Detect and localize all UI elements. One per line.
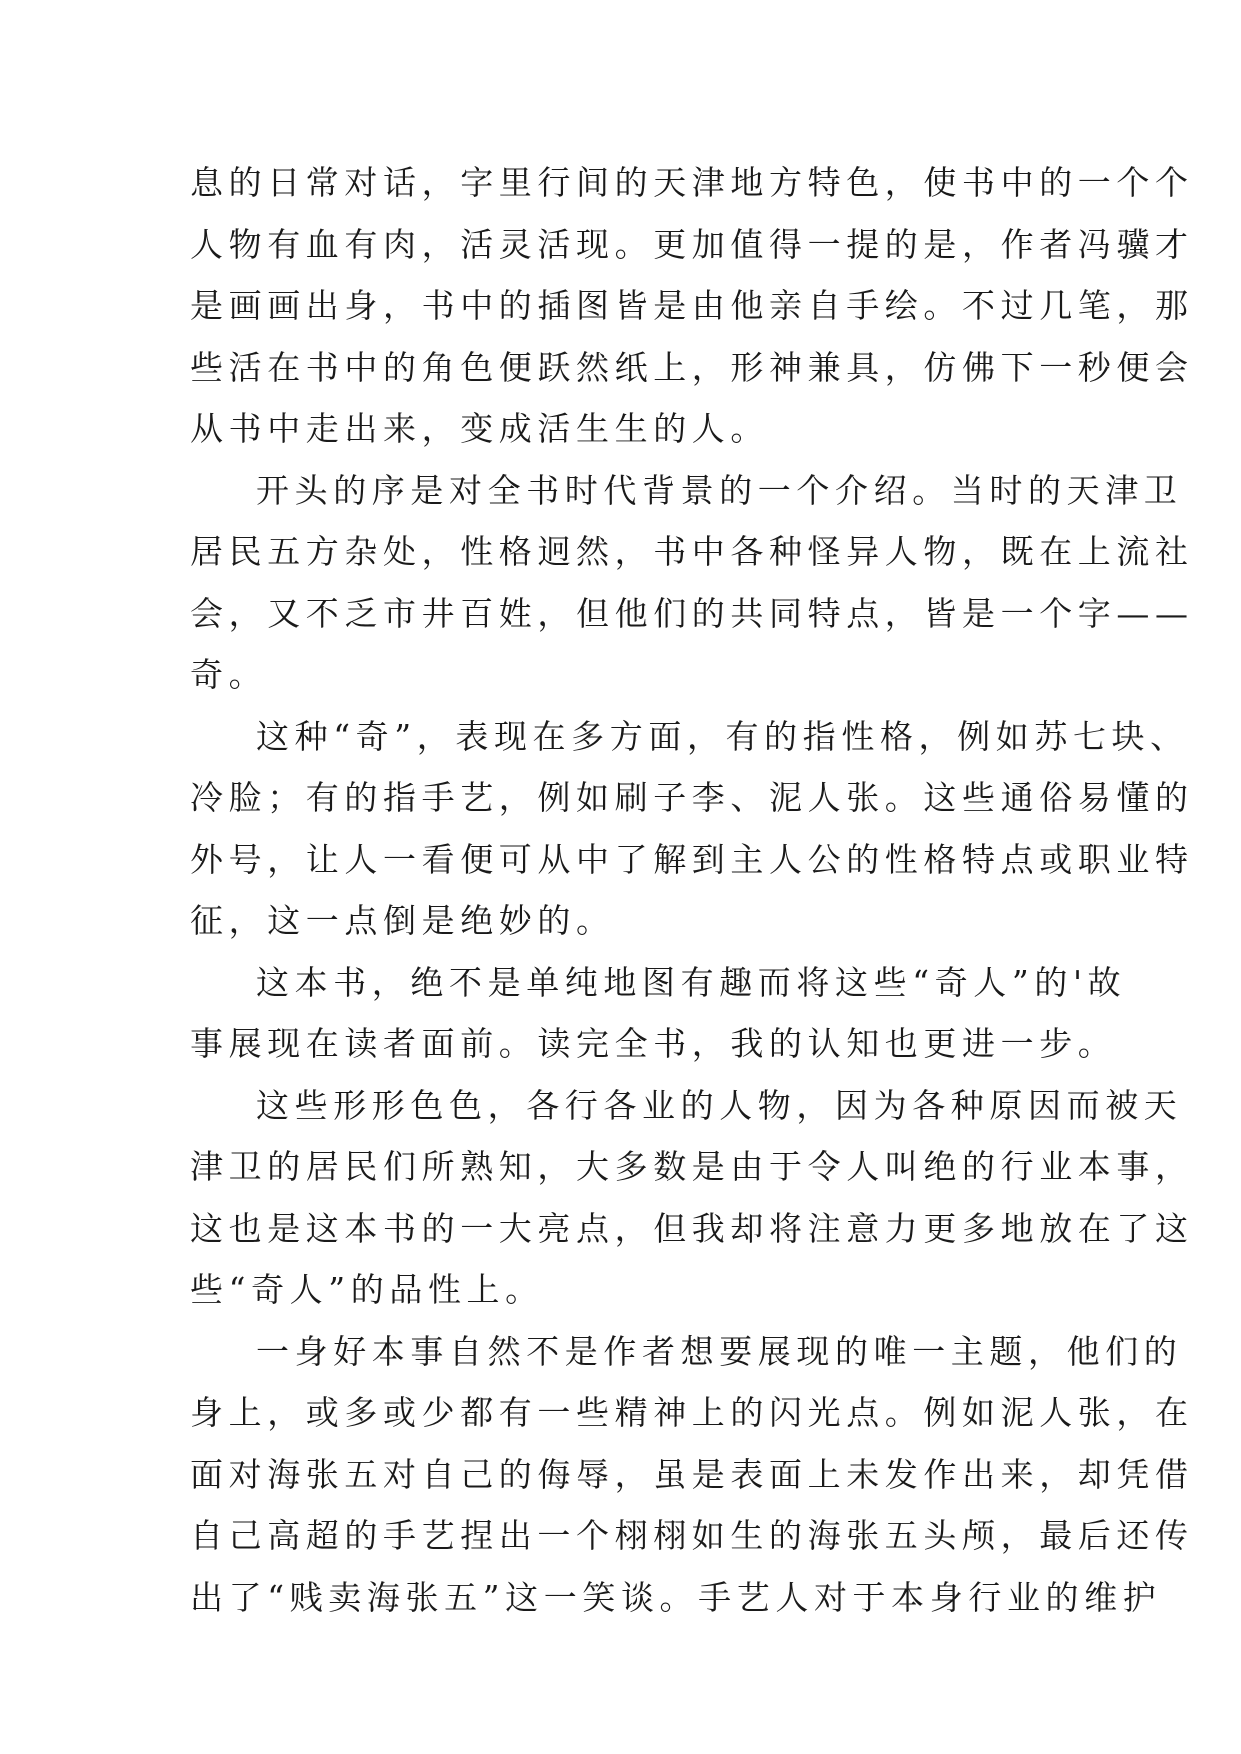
paragraph-first-line: 这些形形色色，各行各业的人物，因为各种原因而被天 <box>256 1085 1183 1125</box>
text-line: 征，这一点倒是绝妙的。 <box>190 901 615 940</box>
paragraph-first-line: 这本书，绝不是单纯地图有趣而将这些“奇人”的'故 <box>256 962 1127 1002</box>
text-line: 这也是这本书的一大亮点，但我却将注意力更多地放在了这 <box>190 1208 1194 1248</box>
paragraph-first-line: 这种“奇”，表现在多方面，有的指性格，例如苏七块、 <box>256 716 1189 756</box>
body-text <box>190 152 1194 1628</box>
text-line: 津卫的居民们所熟知，大多数是由于令人叫绝的行业本事， <box>190 1147 1194 1186</box>
text-line: 自己高超的手艺捏出一个栩栩如生的海张五头颅，最后还传 <box>190 1516 1194 1555</box>
text-line: 外号，让人一看便可从中了解到主人公的性格特点或职业特 <box>190 839 1194 879</box>
paragraph-first-line: 一身好本事自然不是作者想要展现的唯一主题，他们的 <box>256 1331 1183 1371</box>
text-line: 从书中走出来，变成活生生的人。 <box>190 409 769 448</box>
text-line: 冷脸；有的指手艺，例如刷子李、泥人张。这些通俗易懂的 <box>190 778 1194 817</box>
text-line: 居民五方杂处，性格迥然，书中各种怪异人物，既在上流社 <box>190 532 1194 571</box>
paragraph-first-line: 开头的序是对全书时代背景的一个介绍。当时的天津卫 <box>256 470 1183 510</box>
text-line: 事展现在读者面前。读完全书，我的认知也更进一步。 <box>190 1024 1117 1063</box>
text-line: 些“奇人”的品性上。 <box>190 1270 544 1309</box>
text-line: 奇。 <box>190 655 268 694</box>
text-line: 些活在书中的角色便跃然纸上，形神兼具，仿佛下一秒便会 <box>190 347 1194 387</box>
text-line: 出了“贱卖海张五”这一笑谈。手艺人对于本身行业的维护 <box>190 1577 1162 1617</box>
text-line: 息的日常对话，字里行间的天津地方特色，使书中的一个个 <box>190 163 1194 202</box>
text-line: 身上，或多或少都有一些精神上的闪光点。例如泥人张，在 <box>190 1393 1194 1432</box>
text-line: 人物有血有肉，活灵活现。更加值得一提的是，作者冯骥才 <box>190 224 1194 264</box>
text-line: 会，又不乏市井百姓，但他们的共同特点，皆是一个字—— <box>190 593 1194 633</box>
text-line: 面对海张五对自己的侮辱，虽是表面上未发作出来，却凭借 <box>190 1454 1194 1494</box>
text-line: 是画画出身，书中的插图皆是由他亲自手绘。不过几笔，那 <box>190 286 1194 325</box>
